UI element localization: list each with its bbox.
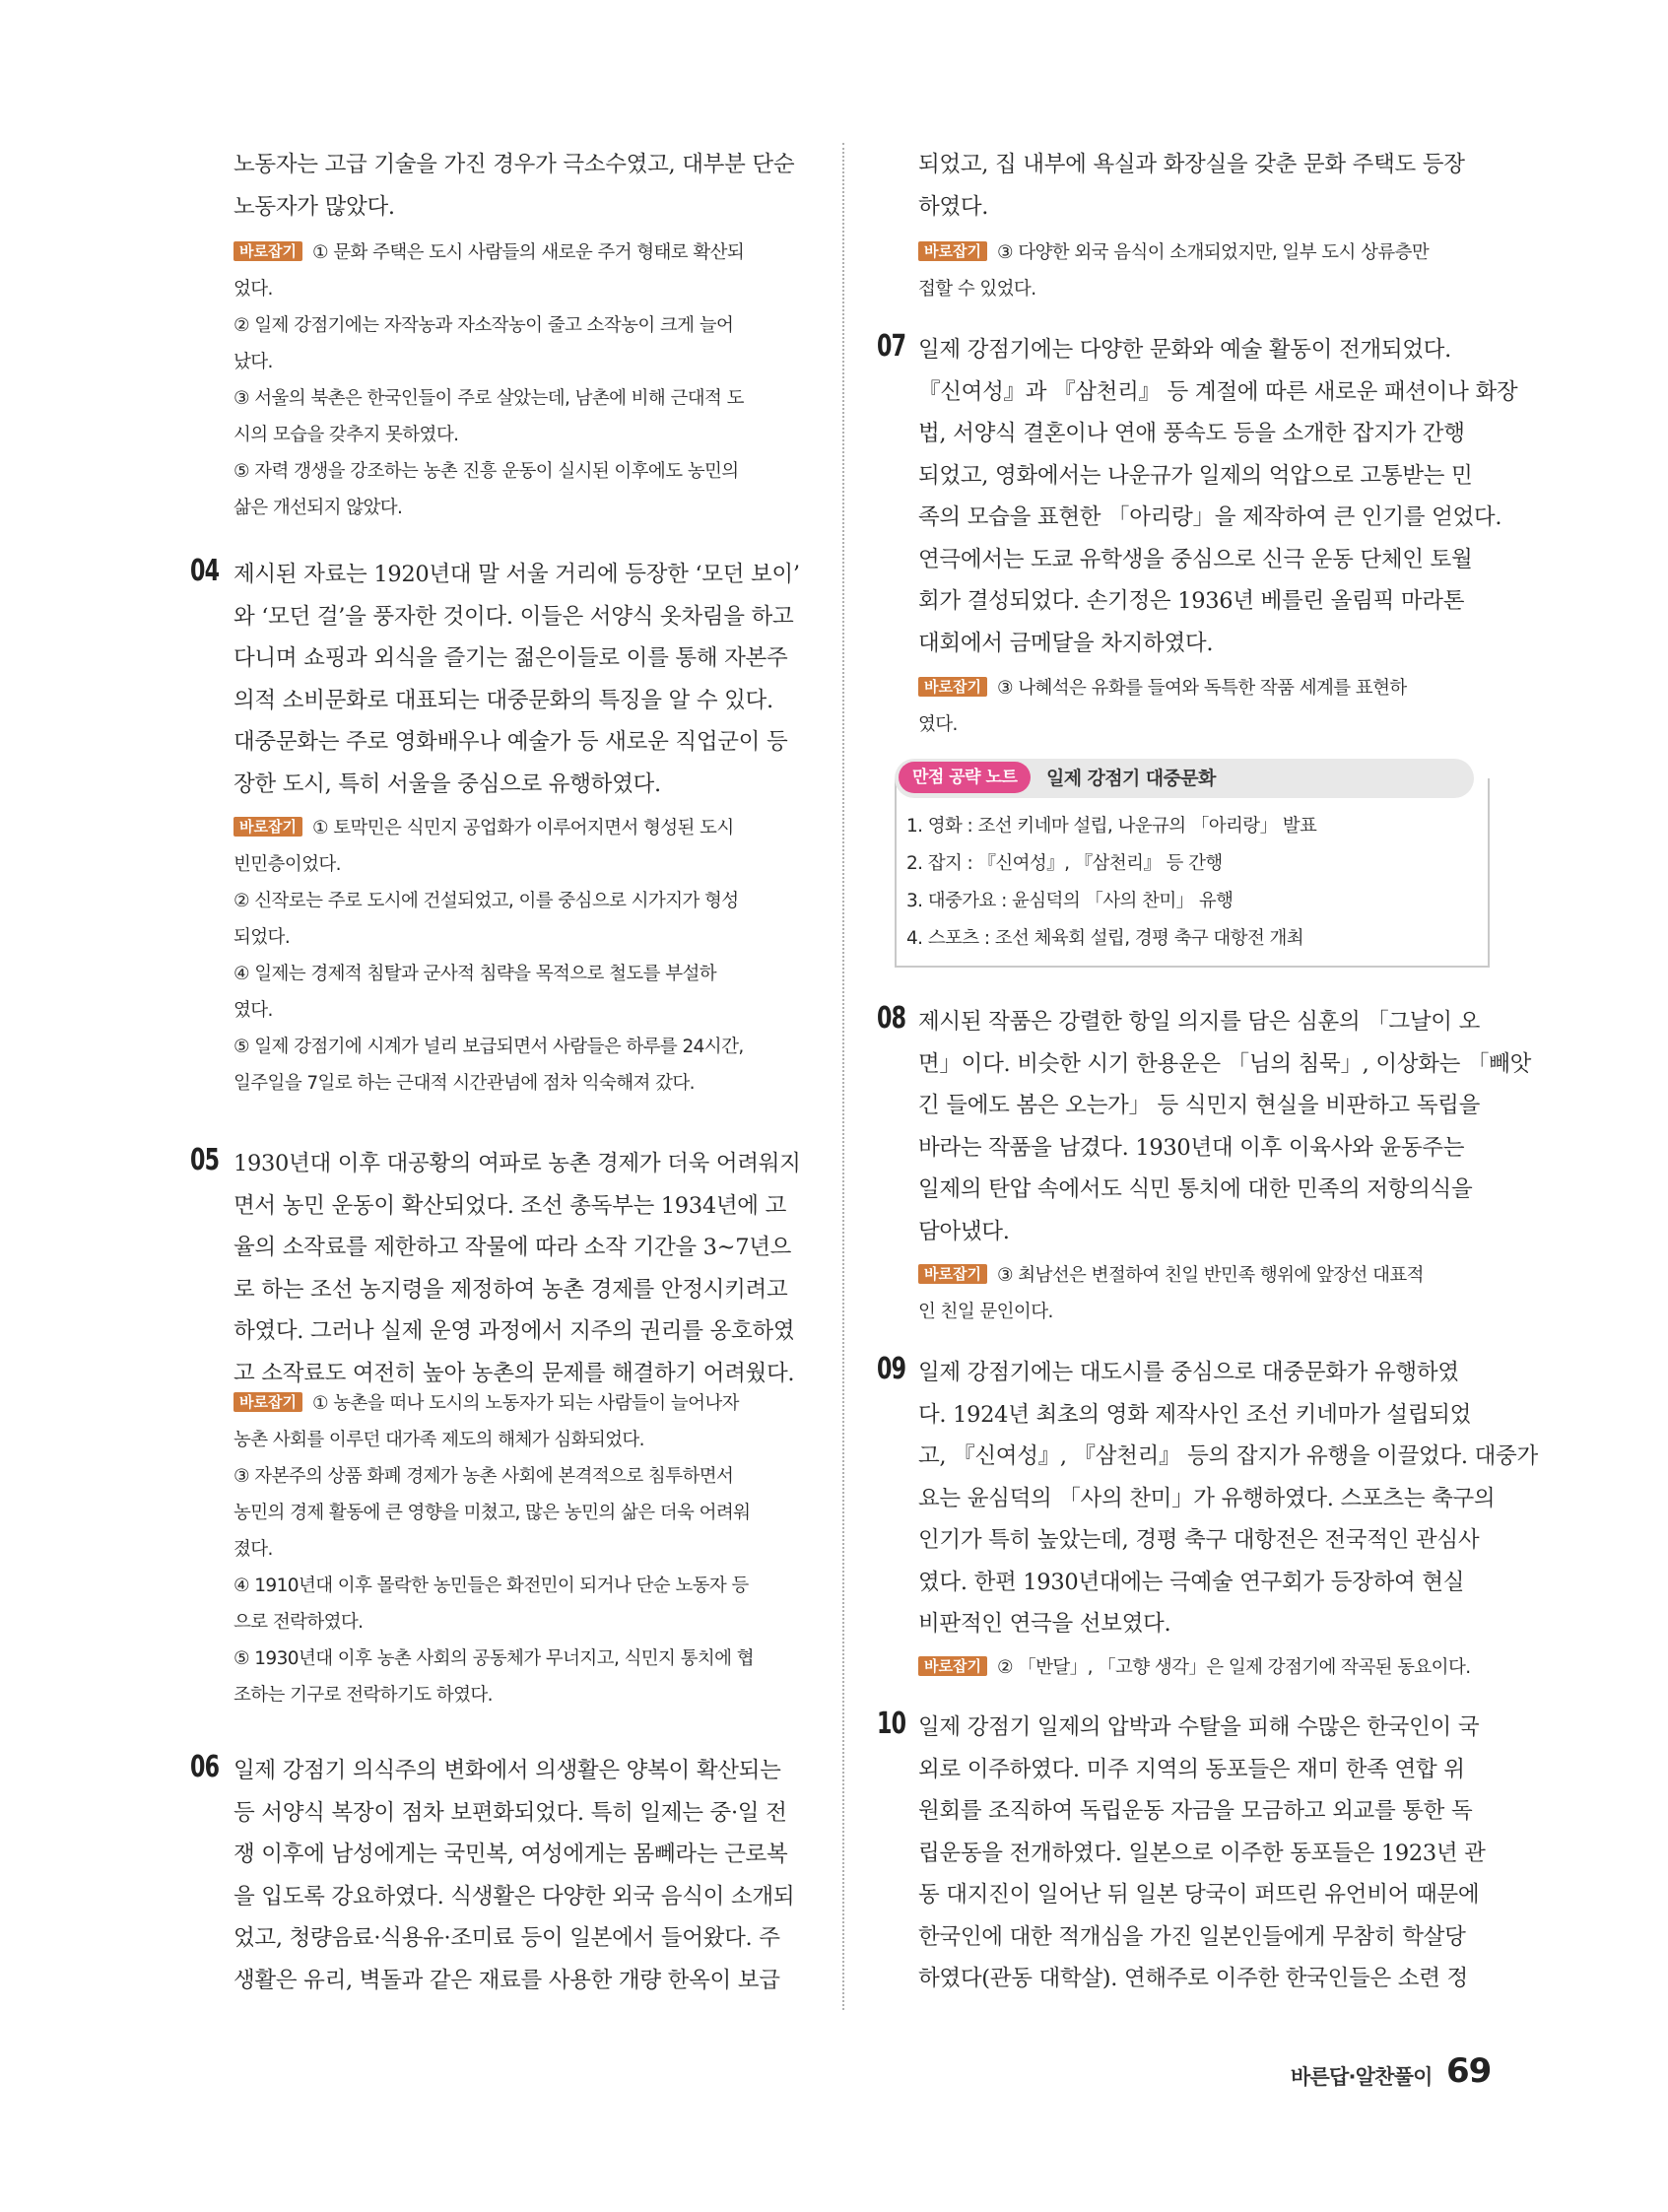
text-line: 담아냈다.	[918, 1218, 1010, 1244]
correction-badge: 바로잡기	[918, 1656, 987, 1676]
text-line: 제시된 자료는 1920년대 말 서울 거리에 등장한 ‘모던 보이’	[234, 562, 800, 587]
q07-body	[918, 329, 1518, 664]
question-number-06: 06	[190, 1750, 220, 1784]
q08-answer	[918, 1257, 1490, 1330]
answer-line: ① 토막민은 식민지 공업화가 이루어지면서 형성된 도시	[311, 818, 734, 838]
text-line: 쟁 이후에 남성에게는 국민복, 여성에게는 몸뻬라는 근로복	[234, 1842, 788, 1867]
answer-line: ② 신작로는 주로 도시에 건설되었고, 이를 중심으로 시가지가 형성	[234, 891, 739, 911]
text-line: 『신여성』과 『삼천리』 등 계절에 따른 새로운 패션이나 화장	[918, 378, 1518, 405]
text-line: 외로 이주하였다. 미주 지역의 동포들은 재미 한족 연합 위	[918, 1756, 1465, 1782]
text-line: 회가 결성되었다. 손기정은 1936년 베를린 올림픽 마라톤	[918, 588, 1465, 614]
text-line: 을 입도록 강요하였다. 식생활은 다양한 외국 음식이 소개되	[234, 1883, 795, 1910]
answer-line: ④ 1910년대 이후 몰락한 농민들은 화전민이 되거나 단순 노동자 등	[234, 1575, 749, 1596]
answer-line: 접할 수 있었다.	[918, 279, 1036, 300]
text-line: 일제의 탄압 속에서도 식민 통치에 대한 민족의 저항의식을	[918, 1176, 1473, 1202]
text-line: 고, 『신여성』, 『삼천리』 등의 잡지가 유행을 이끌었다. 대중가	[918, 1443, 1538, 1469]
q10-body	[918, 1707, 1490, 2000]
correction-badge: 바로잡기	[918, 241, 987, 261]
answer-line: 졌다.	[234, 1539, 273, 1560]
text-line: 일제 강점기에는 대도시를 중심으로 대중문화가 유행하였	[918, 1360, 1459, 1385]
text-line: 바라는 작품을 남겼다. 1930년대 이후 이육사와 윤동주는	[918, 1134, 1465, 1161]
text-line: 1930년대 이후 대공황의 여파로 농촌 경제가 더욱 어려워지	[234, 1151, 801, 1176]
footer-label: 바른답·알찬풀이	[1291, 2065, 1433, 2089]
page-number: 69	[1446, 2051, 1492, 2091]
text-line: 되었고, 집 내부에 욕실과 화장실을 갖춘 문화 주택도 등장	[918, 152, 1465, 177]
question-number-08: 08	[877, 1001, 906, 1036]
text-line: 노동자는 고급 기술을 가진 경우가 극소수였고, 대부분 단순	[234, 152, 795, 177]
text-line: 대회에서 금메달을 차지하였다.	[918, 630, 1214, 656]
text-line: 한국인에 대한 적개심을 가진 일본인들에게 무참히 학살당	[918, 1923, 1466, 1950]
correction-badge: 바로잡기	[234, 817, 302, 837]
answer-line: ⑤ 1930년대 이후 농촌 사회의 공동체가 무너지고, 식민지 통치에 협	[234, 1648, 754, 1669]
text-line: 비판적인 연극을 선보였다.	[918, 1611, 1171, 1637]
answer-line: ② 「반달」, 「고향 생각」은 일제 강점기에 작곡된 동요이다.	[996, 1657, 1471, 1678]
text-line: 하였다(관동 대학살). 연해주로 이주한 한국인들은 소련 정	[918, 1966, 1468, 1991]
answer-line: 났다.	[234, 352, 273, 372]
answer-line: 인 친일 문인이다.	[918, 1302, 1053, 1322]
note-item: 2. 잡지 : 『신여성』, 『삼천리』 등 간행	[906, 853, 1223, 874]
text-line: 하였다.	[918, 193, 989, 220]
text-line: 일제 강점기에는 다양한 문화와 예술 활동이 전개되었다.	[918, 337, 1451, 363]
text-line: 노동자가 많았다.	[234, 193, 395, 220]
text-line: 였다. 한편 1930년대에는 극예술 연구회가 등장하여 현실	[918, 1569, 1465, 1595]
text-line: 었고, 청량음료·식용유·조미료 등이 일본에서 들어왔다. 주	[234, 1925, 780, 1951]
answer-line: ① 문화 주택은 도시 사람들의 새로운 주거 형태로 확산되	[311, 242, 745, 263]
right-intro-answer	[918, 235, 1490, 307]
text-line: 동 대지진이 일어난 뒤 일본 당국이 퍼뜨린 유언비어 때문에	[918, 1882, 1480, 1908]
note-item: 3. 대중가요 : 윤심덕의 「사의 찬미」 유행	[906, 891, 1234, 911]
q04-body	[234, 554, 805, 805]
answer-line: 었다.	[234, 279, 273, 300]
text-line: 대중문화는 주로 영화배우나 예술가 등 새로운 직업군이 등	[234, 729, 788, 755]
text-line: 제시된 작품은 강렬한 항일 의지를 담은 심훈의 「그날이 오	[918, 1009, 1481, 1035]
question-number-05: 05	[190, 1143, 220, 1177]
answer-line: ③ 최남선은 변절하여 친일 반민족 행위에 앞장선 대표적	[996, 1265, 1424, 1286]
question-number-09: 09	[877, 1352, 906, 1386]
answer-line: 조하는 기구로 전락하기도 하였다.	[234, 1685, 493, 1706]
answer-line: 였다.	[918, 714, 958, 735]
answer-line: 되었다.	[234, 927, 291, 948]
text-line: 등 서양식 복장이 점차 보편화되었다. 특히 일제는 중·일 전	[234, 1799, 787, 1826]
q07-answer	[918, 670, 1490, 743]
answer-line: 빈민층이었다.	[234, 854, 341, 875]
correction-badge: 바로잡기	[234, 241, 302, 261]
q08-body	[918, 1001, 1532, 1252]
left-intro	[234, 144, 798, 228]
correction-badge: 바로잡기	[918, 1264, 987, 1284]
answer-line: ③ 서울의 북촌은 한국인들이 주로 살았는데, 남촌에 비해 근대적 도	[234, 388, 744, 409]
note-item: 1. 영화 : 조선 키네마 설립, 나운규의 「아리랑」 발표	[906, 816, 1317, 837]
q06-body	[234, 1750, 805, 2001]
text-line: 면서 농민 운동이 확산되었다. 조선 총독부는 1934년에 고	[234, 1192, 787, 1219]
text-line: 일제 강점기 일제의 압박과 수탈을 피해 수많은 한국인이 국	[918, 1714, 1480, 1740]
column-divider	[842, 143, 844, 2010]
note-item: 4. 스포츠 : 조선 체육회 설립, 경평 축구 대항전 개최	[906, 928, 1304, 949]
answer-line: 으로 전락하였다.	[234, 1612, 364, 1633]
note-title: 일제 강점기 대중문화	[1046, 768, 1216, 789]
text-line: 다니며 쇼핑과 외식을 즐기는 젊은이들로 이를 통해 자본주	[234, 645, 788, 671]
question-number-10: 10	[877, 1707, 906, 1741]
text-line: 되었고, 영화에서는 나운규가 일제의 억압으로 고통받는 민	[918, 462, 1473, 489]
text-line: 일제 강점기 의식주의 변화에서 의생활은 양복이 확산되는	[234, 1758, 781, 1783]
text-line: 원회를 조직하여 독립운동 자금을 모금하고 외교를 통한 독	[918, 1798, 1473, 1824]
answer-line: ③ 다양한 외국 음식이 소개되었지만, 일부 도시 상류층만	[996, 242, 1430, 263]
text-line: 와 ‘모던 걸’을 풍자한 것이다. 이들은 서양식 옷차림을 하고	[234, 603, 794, 630]
answer-line: 농민의 경제 활동에 큰 영향을 미쳤고, 많은 농민의 삶은 더욱 어려워	[234, 1503, 751, 1523]
text-line: 장한 도시, 특히 서울을 중심으로 유행하였다.	[234, 771, 661, 797]
answer-line: 농촌 사회를 이루던 대가족 제도의 해체가 심화되었다.	[234, 1430, 644, 1450]
text-line: 연극에서는 도쿄 유학생을 중심으로 신극 운동 단체인 토월	[918, 546, 1473, 572]
q04-answer	[234, 810, 805, 1102]
right-intro	[918, 144, 1490, 228]
text-line: 의적 소비문화로 대표되는 대중문화의 특징을 알 수 있다.	[234, 687, 773, 713]
correction-badge: 바로잡기	[918, 677, 987, 697]
answer-line: 시의 모습을 갖추지 못하였다.	[234, 425, 459, 445]
q05-answer	[234, 1385, 805, 1713]
text-line: 요는 윤심덕의 「사의 찬미」가 유행하였다. 스포츠는 축구의	[918, 1485, 1496, 1511]
q05-body	[234, 1143, 805, 1394]
answer-line: ③ 자본주의 상품 화폐 경제가 농촌 사회에 본격적으로 침투하면서	[234, 1466, 734, 1487]
text-line: 면」이다. 비슷한 시기 한용운은 「님의 침묵」, 이상화는 「빼앗	[918, 1050, 1532, 1077]
text-line: 긴 들에도 봄은 오는가」 등 식민지 현실을 비판하고 독립을	[918, 1093, 1481, 1118]
answer-line: 일주일을 7일로 하는 근대적 시간관념에 점차 익숙해져 갔다.	[234, 1073, 695, 1094]
text-line: 법, 서양식 결혼이나 연애 풍속도 등을 소개한 잡지가 간행	[918, 421, 1465, 446]
answer-line: 삶은 개선되지 않았다.	[234, 498, 403, 518]
text-line: 하였다. 그러나 실제 운영 과정에서 지주의 권리를 옹호하였	[234, 1318, 795, 1344]
answer-line: 였다.	[234, 1000, 273, 1021]
answer-line: ⑤ 자력 갱생을 강조하는 농촌 진흥 운동이 실시된 이후에도 농민의	[234, 461, 739, 482]
note-tag: 만점 공략 노트	[899, 762, 1031, 793]
text-line: 고 소작료도 여전히 높아 농촌의 문제를 해결하기 어려웠다.	[234, 1360, 795, 1386]
answer-line: ② 일제 강점기에는 자작농과 자소작농이 줄고 소작농이 크게 늘어	[234, 315, 734, 336]
text-line: 율의 소작료를 제한하고 작물에 따라 소작 기간을 3~7년으	[234, 1235, 792, 1260]
question-number-07: 07	[877, 329, 906, 364]
text-line: 인기가 특히 높았는데, 경평 축구 대항전은 전국적인 관심사	[918, 1527, 1480, 1553]
left-intro-answer	[234, 235, 805, 526]
answer-line: ④ 일제는 경제적 침탈과 군사적 침략을 목적으로 철도를 부설하	[234, 964, 717, 984]
text-line: 로 하는 조선 농지령을 제정하여 농촌 경제를 안정시키려고	[234, 1276, 788, 1303]
text-line: 생활은 유리, 벽돌과 같은 재료를 사용한 개량 한옥이 보급	[234, 1967, 780, 1993]
answer-line: ① 농촌을 떠나 도시의 노동자가 되는 사람들이 늘어나자	[311, 1393, 739, 1414]
correction-badge: 바로잡기	[234, 1392, 302, 1412]
text-line: 다. 1924년 최초의 영화 제작사인 조선 키네마가 설립되었	[918, 1401, 1472, 1428]
question-number-04: 04	[190, 554, 220, 588]
q09-body	[918, 1352, 1538, 1645]
q09-answer	[918, 1649, 1490, 1686]
text-line: 립운동을 전개하였다. 일본으로 이주한 동포들은 1923년 관	[918, 1840, 1486, 1866]
answer-line: ⑤ 일제 강점기에 시계가 널리 보급되면서 사람들은 하루를 24시간,	[234, 1037, 744, 1057]
text-line: 족의 모습을 표현한 「아리랑」을 제작하여 큰 인기를 얻었다.	[918, 504, 1502, 530]
answer-line: ③ 나혜석은 유화를 들여와 독특한 작품 세계를 표현하	[996, 678, 1407, 699]
